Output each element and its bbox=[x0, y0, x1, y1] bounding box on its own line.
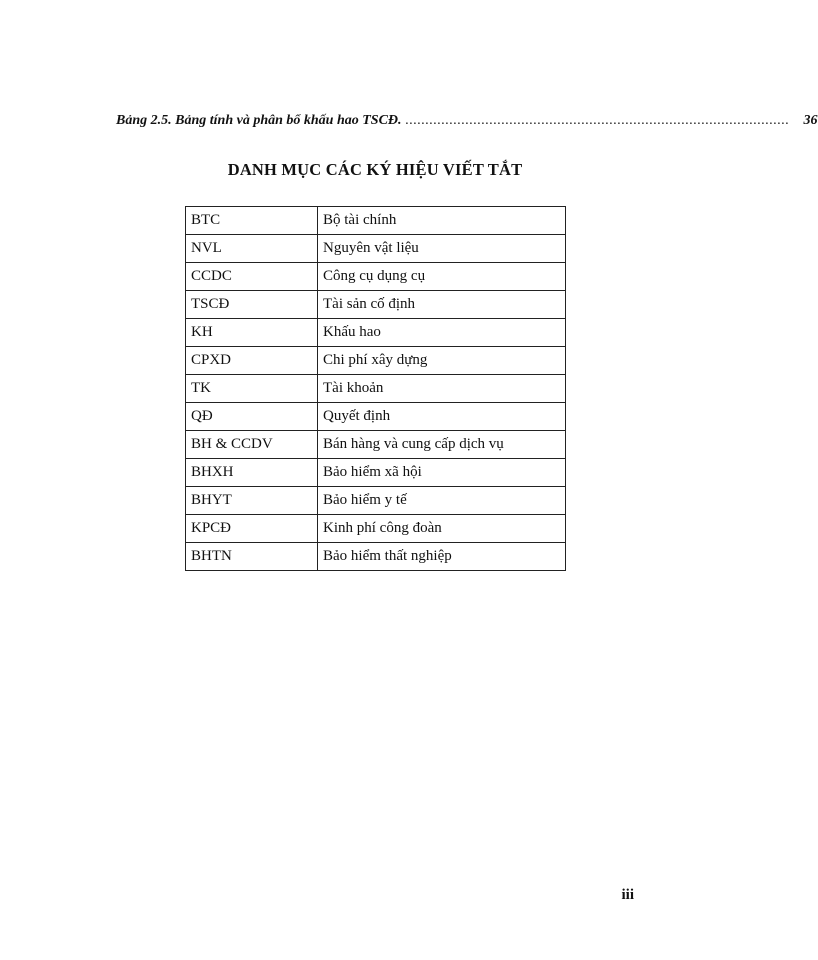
table-row bbox=[186, 347, 566, 375]
toc-entry-page: 36 bbox=[803, 113, 818, 128]
abbreviation-code: QĐ bbox=[186, 403, 318, 431]
abbreviation-meaning: Bộ tài chính bbox=[318, 207, 566, 235]
table-row bbox=[186, 319, 566, 347]
abbreviation-code: CCDC bbox=[186, 263, 318, 291]
abbreviation-code: BH & CCDV bbox=[186, 431, 318, 459]
page-number: iii bbox=[621, 887, 634, 903]
abbreviation-code: TSCĐ bbox=[186, 291, 318, 319]
table-row bbox=[186, 207, 566, 235]
toc-entry bbox=[116, 113, 818, 135]
toc-leader-dots: ................................................................................................ bbox=[405, 113, 790, 128]
table-row bbox=[186, 543, 566, 571]
abbreviation-meaning: Bảo hiểm thất nghiệp bbox=[318, 543, 566, 571]
abbreviation-code: BHXH bbox=[186, 459, 318, 487]
table-row bbox=[186, 431, 566, 459]
abbreviation-meaning: Bán hàng và cung cấp dịch vụ bbox=[318, 431, 566, 459]
abbreviation-meaning: Tài khoản bbox=[318, 375, 566, 403]
abbreviation-meaning: Nguyên vật liệu bbox=[318, 235, 566, 263]
toc-entry-label: Bảng 2.5. Bảng tính và phân bổ khấu hao TSCĐ. bbox=[116, 113, 402, 128]
abbreviation-meaning: Chi phí xây dựng bbox=[318, 347, 566, 375]
section-title: DANH MỤC CÁC KÝ HIỆU VIẾT TẮT bbox=[227, 160, 523, 179]
abbreviations-table bbox=[185, 206, 566, 571]
abbreviation-code: TK bbox=[186, 375, 318, 403]
abbreviation-meaning: Bảo hiểm y tế bbox=[318, 487, 566, 515]
table-row bbox=[186, 235, 566, 263]
abbreviation-meaning: Quyết định bbox=[318, 403, 566, 431]
abbreviation-code: KPCĐ bbox=[186, 515, 318, 543]
abbreviation-code: BHTN bbox=[186, 543, 318, 571]
table-row bbox=[186, 403, 566, 431]
table-row bbox=[186, 487, 566, 515]
abbreviation-code: BHYT bbox=[186, 487, 318, 515]
table-row bbox=[186, 515, 566, 543]
abbreviation-code: NVL bbox=[186, 235, 318, 263]
table-row bbox=[186, 291, 566, 319]
abbreviation-meaning: Khấu hao bbox=[318, 319, 566, 347]
abbreviation-code: CPXD bbox=[186, 347, 318, 375]
table-row bbox=[186, 375, 566, 403]
abbreviation-code: KH bbox=[186, 319, 318, 347]
abbreviation-meaning: Tài sản cố định bbox=[318, 291, 566, 319]
table-row bbox=[186, 263, 566, 291]
abbreviation-meaning: Kinh phí công đoàn bbox=[318, 515, 566, 543]
table-row bbox=[186, 459, 566, 487]
abbreviation-meaning: Bảo hiểm xã hội bbox=[318, 459, 566, 487]
abbreviation-code: BTC bbox=[186, 207, 318, 235]
abbreviation-meaning: Công cụ dụng cụ bbox=[318, 263, 566, 291]
